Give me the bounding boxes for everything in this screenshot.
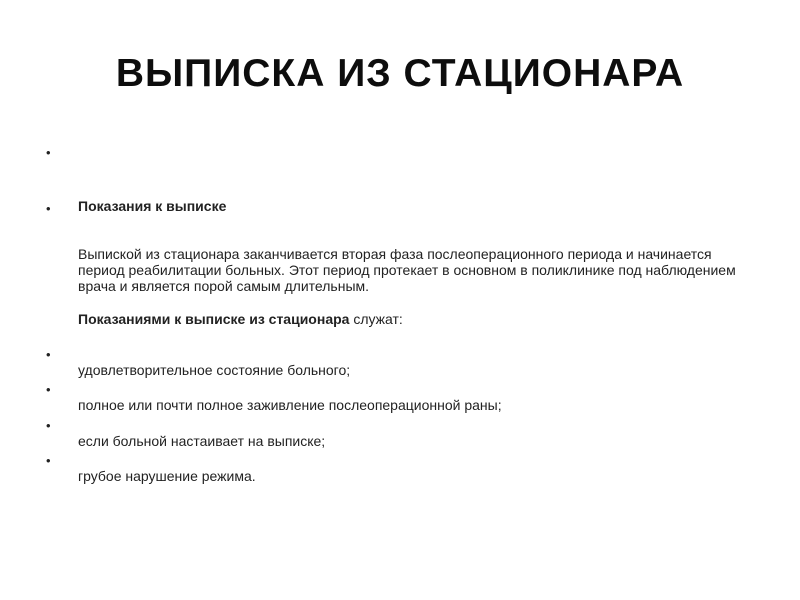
- intro-paragraph: Выпиской из стационара заканчивается вторая фаза послеоперационного периода и начинается период реабилитации больных. Этот период протекает в основном в поликлинике под наблюдением врача и является порой самым длительным.: [78, 246, 736, 294]
- list-item-bullet: •: [46, 418, 51, 433]
- list-item-bullet: •: [46, 453, 51, 468]
- list-item: грубое нарушение режима.: [78, 468, 256, 484]
- slide-title: ВЫПИСКА ИЗ СТАЦИОНАРА: [115, 52, 685, 95]
- indications-lead: [78, 311, 403, 327]
- list-item: если больной настаивает на выписке;: [78, 433, 326, 449]
- list-item-bullet: •: [46, 382, 51, 397]
- indications-lead-bold: Показаниями к выписке из стационара: [78, 311, 350, 327]
- indications-lead-rest: служат:: [349, 311, 403, 327]
- list-item-bullet: •: [46, 347, 51, 362]
- bullet-section-heading: •: [46, 201, 51, 216]
- bullet-empty: •: [46, 145, 51, 160]
- section-heading: Показания к выписке: [78, 198, 227, 214]
- list-item: удовлетворительное состояние больного;: [78, 362, 351, 378]
- list-item: полное или почти полное заживление послеоперационной раны;: [78, 397, 502, 413]
